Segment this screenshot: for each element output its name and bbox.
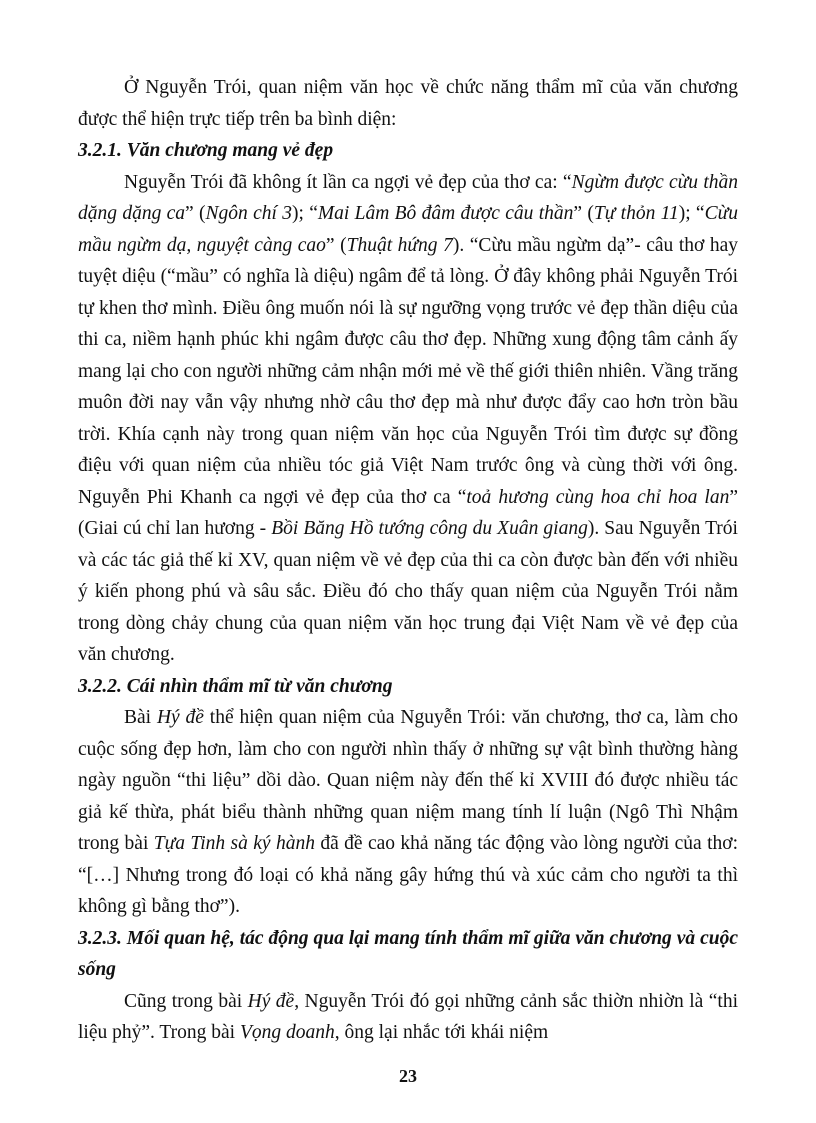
intro-paragraph: Ở Nguyễn Trói, quan niệm văn học về chức năng thẩm mĩ của văn chương được thể hiện trực tiếp trên ba bình diện: <box>78 77 738 130</box>
paragraph-3-2-1: Nguyễn Trói đã không ít lần ca ngợi vẻ đẹp của thơ ca: “Ngừm được cừu thần dặng dặng ca” (Ngôn chí 3); “Mai Lâm Bô đâm được câu thần” (Tự thỏn 11); “Cừu mầu ngừm dạ, nguyệt càng cao” (Thuật hứng 7). “Cừu mầu ngừm dạ”- câu thơ hay tuyệt diệu (“mầu” có nghĩa là diệu) ngâm để tả lòng. Ở đây không phải Nguyễn Trói tự khen thơ mình. Điều ông muốn nói là sự ngưỡng vọng trước vẻ đẹp thần diệu của thi ca, niềm hạnh phúc khi ngâm được câu thơ đẹp. Những xung động tâm cảnh ấy mang lại cho con người những cảm nhận mới mẻ về thế giới thiên nhiên. Vầng trăng muôn đời nay vẫn vậy nhưng nhờ câu thơ đẹp mà như được đẩy cao hơn tròn bầu trời. Khía cạnh này trong quan niệm văn học của Nguyễn Trói tìm được sự đồng điệu với quan niệm của nhiều tóc giả Việt Nam trước ông và cùng thời với ông. Nguyễn Phi Khanh ca ngợi vẻ đẹp của thơ ca “toả hương cùng hoa chỉ hoa lan” (Giai cú chỉ lan hương - Bồi Băng Hồ tướng công du Xuân giang). Sau Nguyễn Trói và các tác giả thế kỉ XV, quan niệm về vẻ đẹp của thi ca còn được bàn đến với nhiều ý kiến phong phú và sâu sắc. Điều đó cho thấy quan niệm của Nguyễn Trói nằm trong dòng chảy chung của quan niệm văn học trung đại Việt Nam về vẻ đẹp của văn chương. <box>78 171 739 665</box>
section-heading-3-2-1: 3.2.1. Văn chương mang vẻ đẹp <box>78 140 334 161</box>
page-number: 23 <box>399 1066 417 1086</box>
document-page <box>78 72 738 1049</box>
section-heading-3-2-3: 3.2.3. Mối quan hệ, tác động qua lại mang tính thẩm mĩ giữa văn chương và cuộc sống <box>78 927 738 980</box>
paragraph-3-2-2: Bài Hý đề thể hiện quan niệm của Nguyễn Trói: văn chương, thơ ca, làm cho cuộc sống đẹp hơn, làm cho con người nhìn thấy ở những sự vật bình thường hàng ngày nguồn “thi liệu” dồi dào. Quan niệm này đến thế kỉ XVIII đó được nhiều tác giả kế thừa, phát biểu thành những quan niệm mang tính lí luận (Ngô Thì Nhậm trong bài Tựa Tinh sà ký hành đã đề cao khả năng tác động vào lòng người của thơ: “[…] Nhưng trong đó loại có khả năng gây hứng thú và xúc cảm cho người ta thì không gì bằng thơ”). <box>78 707 738 917</box>
paragraph-3-2-3: Cũng trong bài Hý đề, Nguyễn Trói đó gọi những cảnh sắc thiờn nhiờn là “thi liệu phỷ”. Trong bài Vọng doanh, ông lại nhắc tới khái niệm <box>78 990 738 1043</box>
section-heading-3-2-2: 3.2.2. Cái nhìn thẩm mĩ từ văn chương <box>78 675 393 697</box>
